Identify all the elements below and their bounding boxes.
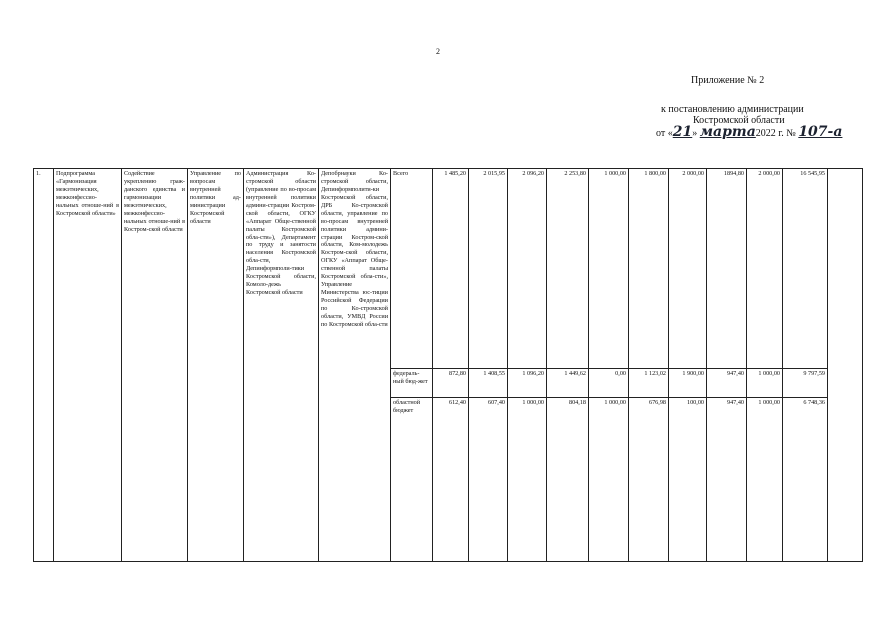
cell-federal-4: 1 449,62 [547,369,589,398]
cell-federal-6: 1 123,02 [629,369,669,398]
cell-federal-1: 872,80 [433,369,469,398]
cell-total-2: 2 015,95 [469,169,508,369]
date-month: марта [699,124,756,140]
cell-federal-3: 1 096,20 [508,369,547,398]
empty-last-column [828,169,863,562]
funding-source-federal: федераль-ный бюд-жет [391,369,433,398]
coexecutors: Администрация Ко-стромской области (управление по во-просам внутренней политики админи-страции Костром-ской области, ОГКУ «Аппарат Обще-ственной палаты Костромской обла-сти»), Департамент по труду и занятости населения Костромской обла-сти, Депинформполи-тики Костромской области, Комоло-дежь Костромской области [244,169,319,562]
cell-regional-4: 804,18 [547,398,589,562]
cell-total-7: 2 000,00 [669,169,707,369]
program-table [33,168,863,562]
table-row [34,169,863,369]
header-date-line [656,124,842,140]
date-day: 21 [672,124,693,140]
cell-regional-5: 1 000,00 [589,398,629,562]
date-mid: » [692,128,700,139]
goal: Содействие укреплению граж-данского единства и гармонизации межэтнических, межконфессио-нальных отноше-ний в Костром-ской области [122,169,188,562]
cell-total-9: 2 000,00 [747,169,783,369]
program-name: Подпрограмма «Гармонизация межэтнических, межконфессио-нальных отноше-ний в Костромской области» [54,169,122,562]
header-line-1: к постановлению администрации [661,104,804,115]
cell-total-5: 1 000,00 [589,169,629,369]
cell-total-6: 1 800,00 [629,169,669,369]
participants: Депобрнауки Ко-стромской области, Депинформполити-ки Костромской области, ДРБ Ко-стромской области, управление по во-просам внутренней политики админи-страции Костром-ской области, Ком-молодежь Костром-ской области, ОГКУ «Аппарат Обще-ственной палаты Костромской обла-сти», Управление Министерства юс-тиции Российской Федерации по Ко-стромской области, УМВД России по Костромской обла-сти [319,169,391,562]
cell-regional-3: 1 000,00 [508,398,547,562]
cell-total-4: 2 253,80 [547,169,589,369]
cell-regional-1: 612,40 [433,398,469,562]
responsible: Управление по вопросам внутренней политики ад-министрации Костромской области [188,169,244,562]
funding-source-regional: областной бюджет [391,398,433,562]
cell-total-1: 1 485,20 [433,169,469,369]
cell-federal-5: 0,00 [589,369,629,398]
header-line-2: Костромской области [693,115,785,126]
cell-federal-9: 1 000,00 [747,369,783,398]
appendix-title: Приложение № 2 [691,75,765,86]
cell-regional-8: 947,40 [707,398,747,562]
cell-regional-2: 607,40 [469,398,508,562]
cell-regional-6: 676,98 [629,398,669,562]
doc-number: 107-а [798,124,843,140]
cell-federal-7: 1 900,00 [669,369,707,398]
page-number: 2 [436,47,440,56]
funding-source-total: Всего [391,169,433,369]
cell-regional-10: 6 748,36 [783,398,828,562]
cell-federal-2: 1 408,55 [469,369,508,398]
date-prefix: от « [656,128,673,139]
cell-total-10: 16 545,95 [783,169,828,369]
cell-total-8: 1894,80 [707,169,747,369]
row-number: 1. [34,169,54,562]
cell-regional-9: 1 000,00 [747,398,783,562]
cell-regional-7: 100,00 [669,398,707,562]
date-year: 2022 г. № [755,128,799,139]
cell-federal-10: 9 797,59 [783,369,828,398]
cell-total-3: 2 096,20 [508,169,547,369]
cell-federal-8: 947,40 [707,369,747,398]
